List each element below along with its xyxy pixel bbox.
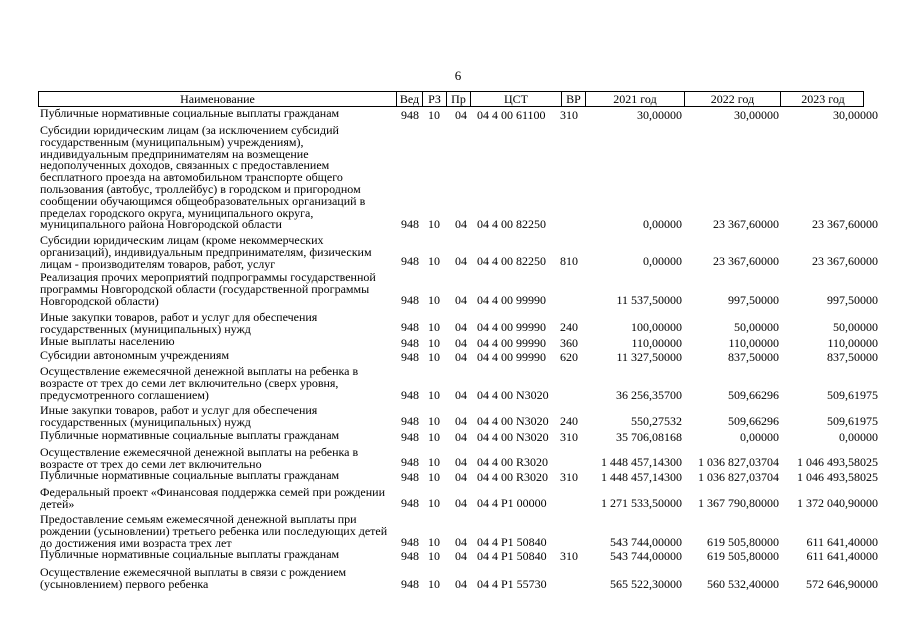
row-name: Публичные нормативные социальные выплаты гражданам <box>40 547 340 561</box>
cell-ved: 948 <box>401 336 419 350</box>
row-name: Федеральный проект «Финансовая поддержка семей при рождении детей» <box>40 485 385 511</box>
cell-ved: 948 <box>401 535 419 549</box>
cell-y2023: 1 046 493,58025 <box>797 455 878 469</box>
cell-pr: 04 <box>455 254 467 268</box>
header-pr: Пр <box>446 92 470 106</box>
cell-ved: 948 <box>401 293 419 307</box>
header-vr: ВР <box>561 92 585 106</box>
row-name: Осуществление ежемесячной выплаты в связи с рождением (усыновлением) первого ребенка <box>40 565 347 591</box>
cell-vr: 310 <box>560 549 578 563</box>
cell-vr: 360 <box>560 336 578 350</box>
cell-y2022: 110,00000 <box>728 336 779 350</box>
cell-y2021: 11 537,50000 <box>616 293 682 307</box>
header-name: Наименование <box>180 92 255 106</box>
cell-ved: 948 <box>401 108 419 122</box>
cell-y2022: 837,50000 <box>728 350 779 364</box>
cell-pr: 04 <box>455 336 467 350</box>
cell-y2021: 565 522,30000 <box>610 577 682 591</box>
header-ved: Вед <box>396 92 422 106</box>
cell-rz: 10 <box>428 350 440 364</box>
cell-pr: 04 <box>455 577 467 591</box>
cell-y2021: 543 744,00000 <box>610 535 682 549</box>
cell-vr: 810 <box>560 254 578 268</box>
cell-y2021: 110,00000 <box>631 336 682 350</box>
cell-cst: 04 4 00 82250 <box>477 217 546 231</box>
cell-y2023: 110,00000 <box>827 336 878 350</box>
cell-y2021: 0,00000 <box>643 217 682 231</box>
cell-ved: 948 <box>401 577 419 591</box>
cell-y2022: 23 367,60000 <box>713 217 779 231</box>
cell-y2023: 0,00000 <box>839 430 878 444</box>
cell-vr: 310 <box>560 470 578 484</box>
row-name: Публичные нормативные социальные выплаты гражданам <box>40 428 340 442</box>
cell-cst: 04 4 00 N3020 <box>477 430 549 444</box>
cell-vr: 620 <box>560 350 578 364</box>
cell-y2022: 50,00000 <box>734 320 779 334</box>
cell-vr: 240 <box>560 414 578 428</box>
header-rz: РЗ <box>422 92 446 106</box>
cell-y2022: 30,00000 <box>734 108 779 122</box>
row-name: Осуществление ежемесячной денежной выплаты на ребенка в возрасте от трех до семи лет включительно (сверх уровня, предусмотренного соглашением) <box>40 364 359 402</box>
cell-y2023: 509,61975 <box>827 414 878 428</box>
cell-pr: 04 <box>455 388 467 402</box>
cell-pr: 04 <box>455 350 467 364</box>
cell-rz: 10 <box>428 414 440 428</box>
cell-y2021: 550,27532 <box>631 414 682 428</box>
cell-y2022: 1 036 827,03704 <box>698 455 779 469</box>
row-name: Иные выплаты населению <box>40 334 175 348</box>
cell-y2021: 30,00000 <box>637 108 682 122</box>
row-name: Публичные нормативные социальные выплаты гражданам <box>40 468 340 482</box>
cell-rz: 10 <box>428 388 440 402</box>
cell-y2021: 1 448 457,14300 <box>601 470 682 484</box>
cell-rz: 10 <box>428 293 440 307</box>
cell-y2022: 23 367,60000 <box>713 254 779 268</box>
cell-y2022: 509,66296 <box>728 388 779 402</box>
cell-ved: 948 <box>401 496 419 510</box>
cell-pr: 04 <box>455 549 467 563</box>
cell-pr: 04 <box>455 108 467 122</box>
header-cst: ЦСТ <box>470 92 561 106</box>
cell-cst: 04 4 00 R3020 <box>477 470 549 484</box>
cell-y2023: 997,50000 <box>827 293 878 307</box>
cell-ved: 948 <box>401 350 419 364</box>
cell-y2021: 11 327,50000 <box>616 350 682 364</box>
cell-y2021: 36 256,35700 <box>616 388 682 402</box>
header-2022: 2022 год <box>684 92 780 106</box>
cell-y2022: 509,66296 <box>728 414 779 428</box>
cell-y2022: 997,50000 <box>728 293 779 307</box>
row-name: Реализация прочих мероприятий подпрограммы государственной программы Новгородской области (государственной программы Новгородской области) <box>40 270 376 308</box>
cell-cst: 04 4 00 99990 <box>477 350 546 364</box>
cell-rz: 10 <box>428 549 440 563</box>
cell-cst: 04 4 P1 00000 <box>477 496 547 510</box>
cell-ved: 948 <box>401 388 419 402</box>
header-2023: 2023 год <box>780 92 865 106</box>
cell-y2023: 23 367,60000 <box>812 217 878 231</box>
cell-rz: 10 <box>428 496 440 510</box>
cell-y2021: 1 271 533,50000 <box>601 496 682 510</box>
cell-ved: 948 <box>401 320 419 334</box>
cell-cst: 04 4 00 99990 <box>477 320 546 334</box>
cell-rz: 10 <box>428 108 440 122</box>
cell-ved: 948 <box>401 217 419 231</box>
cell-pr: 04 <box>455 217 467 231</box>
cell-y2023: 611 641,40000 <box>806 535 878 549</box>
cell-y2021: 100,00000 <box>631 320 682 334</box>
cell-rz: 10 <box>428 217 440 231</box>
cell-y2023: 30,00000 <box>833 108 878 122</box>
cell-y2023: 509,61975 <box>827 388 878 402</box>
row-name: Субсидии юридическим лицам (за исключением субсидий государственным (муниципальным) учреждениям), индивидуальным предпринимателям на возмещение недополученных доходов, связанных с предоставлением бесплатного проезда на автомобильном транспорте общего пользования (автобус, троллейбус) в городском и пригородном сообщении обучающимся общеобразовательных организаций в пределах городского округа, муниципального округа, муниципального района Новгородской области <box>40 123 366 232</box>
cell-y2022: 1 036 827,03704 <box>698 470 779 484</box>
cell-y2021: 35 706,08168 <box>616 430 682 444</box>
cell-y2023: 837,50000 <box>827 350 878 364</box>
cell-cst: 04 4 00 N3020 <box>477 388 549 402</box>
cell-y2023: 1 046 493,58025 <box>797 470 878 484</box>
cell-vr: 310 <box>560 108 578 122</box>
cell-pr: 04 <box>455 430 467 444</box>
cell-y2022: 619 505,80000 <box>707 535 779 549</box>
row-name: Предоставление семьям ежемесячной денежной выплаты при рождении (усыновлении) третьего ребенка или последующих детей до достижения ими возраста трех лет <box>40 512 388 550</box>
cell-y2023: 50,00000 <box>833 320 878 334</box>
page-number: 6 <box>454 68 462 83</box>
cell-y2022: 0,00000 <box>740 430 779 444</box>
cell-rz: 10 <box>428 577 440 591</box>
cell-y2022: 619 505,80000 <box>707 549 779 563</box>
cell-pr: 04 <box>455 470 467 484</box>
cell-y2023: 23 367,60000 <box>812 254 878 268</box>
cell-cst: 04 4 P1 50840 <box>477 549 547 563</box>
cell-cst: 04 4 P1 55730 <box>477 577 547 591</box>
cell-y2021: 1 448 457,14300 <box>601 455 682 469</box>
row-name: Субсидии автономным учреждениям <box>40 348 230 362</box>
cell-cst: 04 4 P1 50840 <box>477 535 547 549</box>
row-name: Публичные нормативные социальные выплаты гражданам <box>40 106 340 120</box>
cell-vr: 240 <box>560 320 578 334</box>
cell-ved: 948 <box>401 470 419 484</box>
cell-cst: 04 4 00 61100 <box>477 108 546 122</box>
cell-cst: 04 4 00 R3020 <box>477 455 549 469</box>
cell-y2021: 0,00000 <box>643 254 682 268</box>
cell-rz: 10 <box>428 336 440 350</box>
cell-ved: 948 <box>401 414 419 428</box>
cell-pr: 04 <box>455 496 467 510</box>
cell-y2022: 1 367 790,80000 <box>698 496 779 510</box>
cell-cst: 04 4 00 99990 <box>477 336 546 350</box>
row-name: Иные закупки товаров, работ и услуг для обеспечения государственных (муниципальных) нужд <box>40 310 318 336</box>
cell-y2022: 560 532,40000 <box>707 577 779 591</box>
cell-rz: 10 <box>428 430 440 444</box>
cell-vr: 310 <box>560 430 578 444</box>
cell-y2023: 611 641,40000 <box>806 549 878 563</box>
cell-rz: 10 <box>428 470 440 484</box>
cell-ved: 948 <box>401 254 419 268</box>
cell-pr: 04 <box>455 535 467 549</box>
cell-ved: 948 <box>401 430 419 444</box>
cell-y2021: 543 744,00000 <box>610 549 682 563</box>
cell-pr: 04 <box>455 293 467 307</box>
cell-rz: 10 <box>428 320 440 334</box>
cell-rz: 10 <box>428 254 440 268</box>
cell-pr: 04 <box>455 414 467 428</box>
cell-rz: 10 <box>428 455 440 469</box>
cell-cst: 04 4 00 99990 <box>477 293 546 307</box>
cell-cst: 04 4 00 82250 <box>477 254 546 268</box>
table-header <box>38 91 864 107</box>
row-name: Иные закупки товаров, работ и услуг для обеспечения государственных (муниципальных) нужд <box>40 403 318 429</box>
cell-ved: 948 <box>401 455 419 469</box>
row-name: Осуществление ежемесячной денежной выплаты на ребенка в возрасте от трех до семи лет включительно <box>40 445 359 471</box>
cell-rz: 10 <box>428 535 440 549</box>
cell-y2023: 572 646,90000 <box>806 577 878 591</box>
cell-pr: 04 <box>455 455 467 469</box>
cell-y2023: 1 372 040,90000 <box>797 496 878 510</box>
header-2021: 2021 год <box>585 92 684 106</box>
cell-cst: 04 4 00 N3020 <box>477 414 549 428</box>
cell-pr: 04 <box>455 320 467 334</box>
row-name: Субсидии юридическим лицам (кроме некоммерческих организаций), индивидуальным предпринимателям, физическим лицам - производителям товаров, работ, услуг <box>40 233 372 271</box>
cell-ved: 948 <box>401 549 419 563</box>
